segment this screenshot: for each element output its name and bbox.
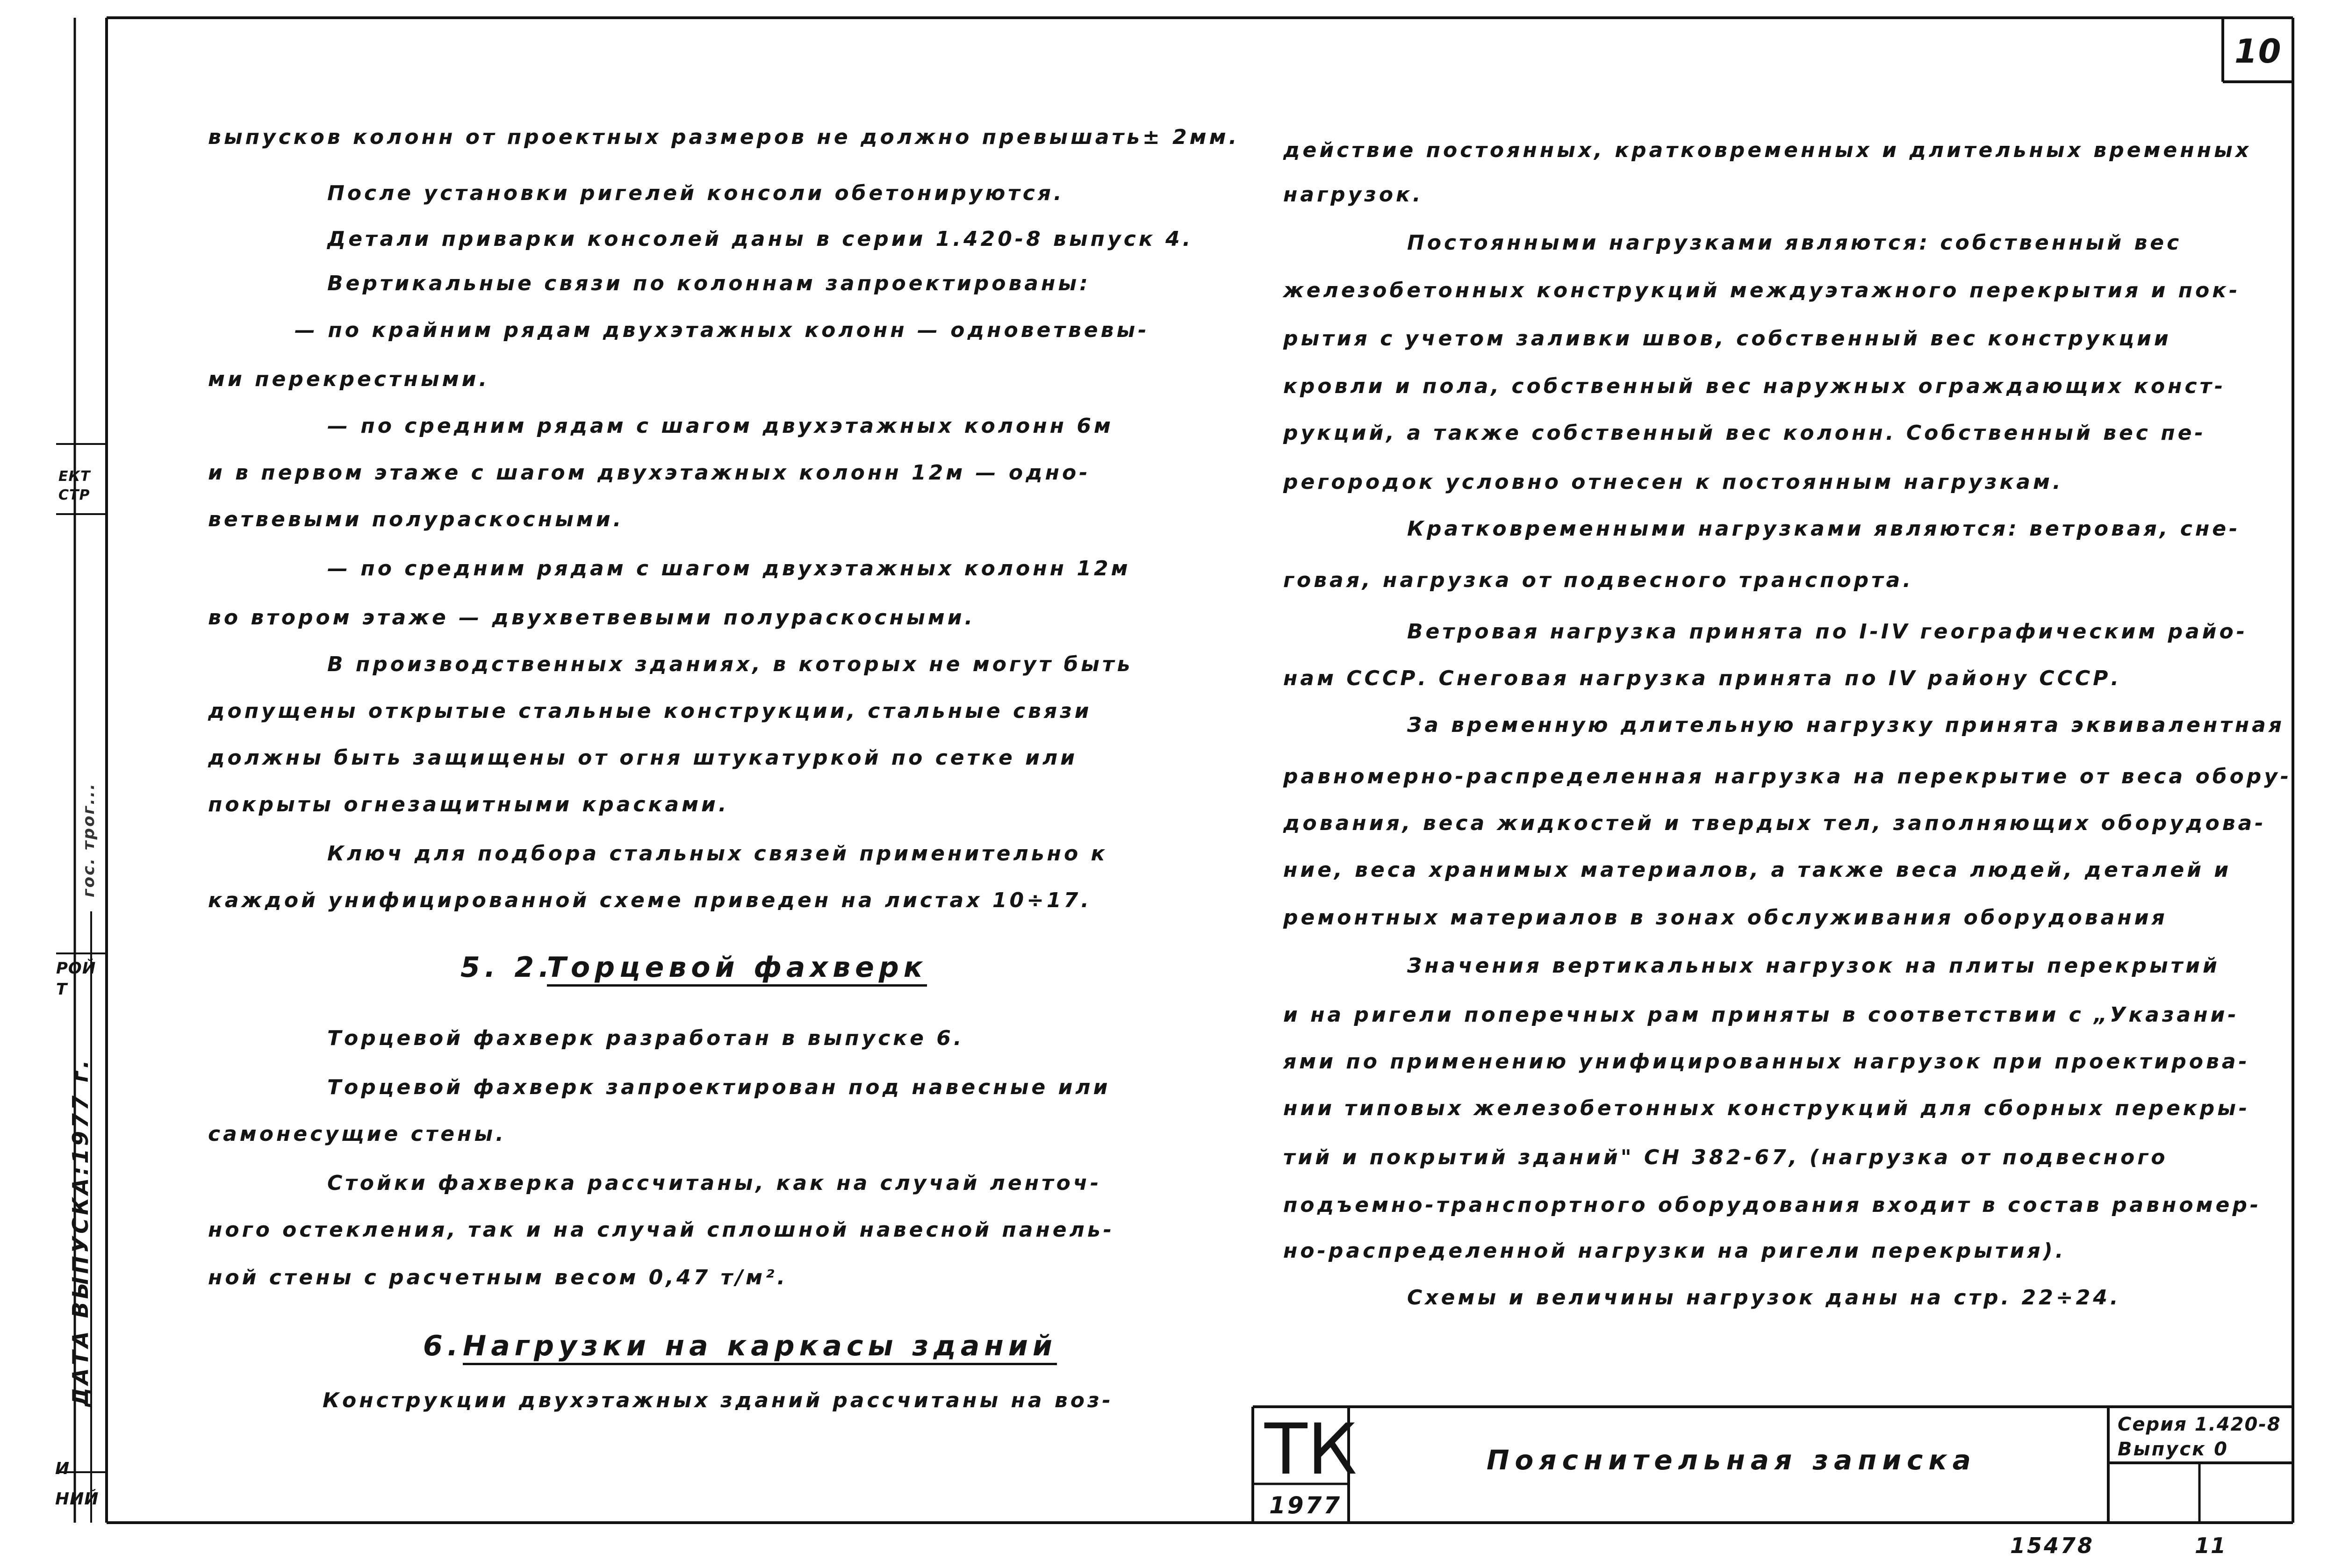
paragraph-line: Стойки фахверка рассчитаны, как на случай ленточ- bbox=[327, 1171, 1102, 1195]
paragraph-line: Кратковременными нагрузками являются: ветровая, сне- bbox=[1407, 517, 2241, 541]
paragraph-line: но-распределенной нагрузки на ригели перекрытия). bbox=[1283, 1239, 2066, 1263]
margin-fragment-5: И bbox=[55, 1459, 70, 1478]
paragraph-line: кровли и пола, собственный вес наружных ограждающих конст- bbox=[1283, 374, 2226, 398]
paragraph-line: Детали приварки консолей даны в серии 1.420-8 выпуск 4. bbox=[327, 227, 1193, 251]
paragraph-line: тий и покрытий зданий" СН 382-67, (нагрузка от подвесного bbox=[1283, 1146, 2168, 1169]
section-heading-number: 6. bbox=[423, 1330, 463, 1362]
section-heading-number: 5. 2. bbox=[460, 951, 554, 984]
paragraph-line: — по средним рядам с шагом двухэтажных колонн 12м bbox=[327, 557, 1131, 580]
paragraph-line: ние, веса хранимых материалов, а также веса людей, деталей и bbox=[1283, 858, 2232, 882]
stamp-code: ТК bbox=[1264, 1409, 1358, 1490]
margin-fragment-3: РОЙ bbox=[56, 959, 96, 978]
stamp-year: 1977 bbox=[1269, 1492, 1342, 1519]
paragraph-line: ного остекления, так и на случай сплошной навесной панель- bbox=[208, 1218, 1114, 1242]
margin-fragment-1: ЕКТ bbox=[58, 468, 91, 485]
issue-label: Выпуск 0 bbox=[2118, 1439, 2228, 1460]
paragraph-line: должны быть защищены от огня штукатуркой по сетке или bbox=[208, 746, 1078, 770]
paragraph-line: В производственных зданиях, в которых не могут быть bbox=[327, 652, 1133, 676]
paragraph-line: Ключ для подбора стальных связей применительно к bbox=[327, 842, 1108, 866]
paragraph-line: допущены открытые стальные конструкции, стальные связи bbox=[208, 699, 1092, 723]
paragraph-line: Схемы и величины нагрузок даны на стр. 22÷24. bbox=[1407, 1286, 2121, 1310]
paragraph-line: самонесущие стены. bbox=[208, 1122, 506, 1146]
paragraph-line: покрыты огнезащитными красками. bbox=[208, 793, 729, 816]
paragraph-line: — по крайним рядам двухэтажных колонн — одноветвевы- bbox=[295, 318, 1150, 342]
paragraph-line: ветвевыми полураскосными. bbox=[208, 508, 624, 531]
margin-date-value: 1977 г. bbox=[68, 1057, 93, 1164]
paragraph-line: выпусков колонн от проектных размеров не должно превышать± 2мм. bbox=[208, 125, 1240, 149]
section-heading-title: Нагрузки на каркасы зданий bbox=[463, 1332, 1057, 1365]
margin-fragment-4: Т bbox=[56, 980, 68, 999]
paragraph-line: ной стены с расчетным весом 0,47 т/м². bbox=[208, 1266, 788, 1289]
paragraph-line: во втором этаже — двухветвевыми полураскосными. bbox=[208, 606, 976, 630]
paragraph-line: железобетонных конструкций междуэтажного перекрытия и пок- bbox=[1283, 279, 2241, 302]
paragraph-line: После установки ригелей консоли обетонируются. bbox=[327, 181, 1064, 205]
paragraph-line: ми перекрестными. bbox=[208, 367, 490, 391]
paragraph-line: За временную длительную нагрузку принята эквивалентная bbox=[1407, 713, 2285, 737]
paragraph-line: рытия с учетом заливки швов, собственный вес конструкции bbox=[1283, 327, 2171, 351]
paragraph-line: Торцевой фахверк разработан в выпуске 6. bbox=[327, 1026, 964, 1050]
paragraph-line: нагрузок. bbox=[1283, 183, 1423, 207]
margin-date-label: ДАТА ВЫПУСКА: bbox=[68, 1164, 93, 1407]
paragraph-line: Значения вертикальных нагрузок на плиты перекрытий bbox=[1407, 954, 2220, 978]
paragraph-line: — по средним рядам с шагом двухэтажных колонн 6м bbox=[327, 414, 1114, 438]
paragraph-line: Конструкции двухэтажных зданий рассчитаны на воз- bbox=[323, 1389, 1114, 1412]
title-block-title: Пояснительная записка bbox=[1487, 1444, 1976, 1476]
archive-number: 15478 bbox=[2010, 1533, 2095, 1558]
paragraph-line: регородок условно отнесен к постоянным нагрузкам. bbox=[1283, 470, 2063, 494]
paragraph-line: рукций, а также собственный вес колонн. Собственный вес пе- bbox=[1283, 421, 2206, 445]
paragraph-line: Торцевой фахверк запроектирован под навесные или bbox=[327, 1075, 1111, 1099]
paragraph-line: ями по применению унифицированных нагрузок при проектирова- bbox=[1283, 1050, 2250, 1074]
paragraph-line: равномерно-распределенная нагрузка на перекрытие от веса обору- bbox=[1283, 765, 2292, 788]
paragraph-line: и на ригели поперечных рам приняты в соответствии с „Указани- bbox=[1283, 1003, 2239, 1027]
paragraph-line: Ветровая нагрузка принята по I-IV географическим райо- bbox=[1407, 620, 2248, 644]
paragraph-line: нии типовых железобетонных конструкций для сборных перекры- bbox=[1283, 1096, 2250, 1120]
section-heading-title: Торцевой фахверк bbox=[547, 953, 927, 987]
margin-stamp-fragment: гос. трог... bbox=[79, 782, 98, 897]
paragraph-line: ремонтных материалов в зонах обслуживания оборудования bbox=[1283, 906, 2168, 930]
margin-fragment-6: НИЙ bbox=[55, 1489, 99, 1509]
paragraph-line: Постоянными нагрузками являются: собственный вес bbox=[1407, 231, 2182, 255]
sheet-count: 11 bbox=[2195, 1533, 2227, 1558]
paragraph-line: каждой унифицированной схеме приведен на листах 10÷17. bbox=[208, 888, 1092, 912]
paragraph-line: действие постоянных, кратковременных и длительных временных bbox=[1283, 138, 2252, 162]
series-label: Серия 1.420-8 bbox=[2118, 1414, 2281, 1435]
paragraph-line: говая, нагрузка от подвесного транспорта. bbox=[1283, 568, 1914, 592]
paragraph-line: дования, веса жидкостей и твердых тел, заполняющих оборудова- bbox=[1283, 811, 2266, 835]
paragraph-line: нам СССР. Снеговая нагрузка принята по IV району СССР. bbox=[1283, 666, 2122, 690]
paragraph-line: подъемно-транспортного оборудования входит в состав равномер- bbox=[1283, 1193, 2262, 1217]
page-number: 10 bbox=[2234, 32, 2282, 71]
margin-fragment-2: СТР bbox=[58, 487, 90, 503]
paragraph-line: Вертикальные связи по колоннам запроектированы: bbox=[327, 272, 1091, 295]
paragraph-line: и в первом этаже с шагом двухэтажных колонн 12м — одно- bbox=[208, 461, 1091, 485]
